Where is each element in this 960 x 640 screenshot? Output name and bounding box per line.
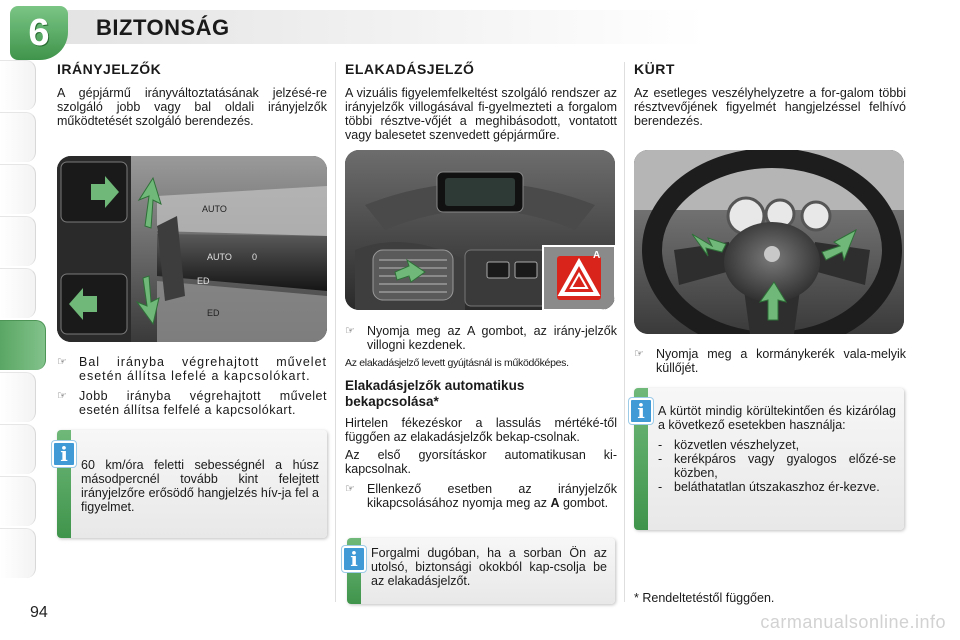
turn-signals-section: [57, 62, 327, 130]
turn-signal-stalk-photo: [57, 156, 327, 342]
chapter-tab[interactable]: [0, 164, 36, 214]
stalk-label: ED: [197, 276, 210, 286]
chapter-badge: [10, 6, 68, 60]
intro-text: A vizuális figyelemfelkeltést szolgáló rendszer az irányjelzők villogásával fi-gyelmezteti a forgalom többi résztve-vőjét a meghibásodott, vontatott vagy balesetet szenvedett gépjárműre.: [345, 86, 617, 142]
key-label: A: [550, 496, 560, 510]
column-divider: [335, 62, 336, 602]
section-heading: ELAKADÁSJELZŐ: [345, 61, 475, 77]
pointing-hand-icon: ☞: [57, 356, 67, 368]
turn-signals-instructions: [57, 349, 327, 417]
stalk-label: 0: [252, 252, 258, 262]
intro-text: Az esetleges veszélyhelyzetre a for-galom többi résztvevőjének figyelmét hangjelzéssel felhívó berendezés.: [634, 86, 906, 128]
hazard-switch-photo: [345, 150, 615, 310]
list-item: [658, 438, 896, 452]
info-text: A kürtöt mindig körültekintően és kizárólag a következő esetekben használja:: [658, 404, 896, 432]
steering-wheel-photo: [634, 150, 904, 334]
pointing-hand-icon: ☞: [634, 348, 644, 360]
chapter-tab[interactable]: [0, 112, 36, 162]
info-icon: i: [629, 398, 653, 424]
chapter-tab[interactable]: [0, 424, 36, 474]
list-item: [345, 324, 617, 352]
bullet-text: Jobb irányba végrehajtott művelet esetén állítsa felfelé a kapcsolókart.: [79, 389, 327, 417]
dash-marker: -: [658, 452, 663, 466]
footnote: * Rendeltetéstől függően.: [634, 591, 775, 605]
bullet-text: Bal irányba végrehajtott művelet esetén állítsa lefelé a kapcsolókart.: [79, 355, 327, 383]
info-text: Forgalmi dugóban, ha a sorban Ön az utolsó, biztonsági okokból kap-csolja be az elakadásjelzőt.: [371, 546, 607, 588]
paragraph: Hirtelen fékezéskor a lassulás mértéké-től függően az elakadásjelzők bekap-csolnak.: [345, 416, 617, 444]
list-item: [57, 355, 327, 383]
paragraph: Az első gyorsításkor automatikusan ki-kapcsolnak.: [345, 448, 617, 476]
bullet-text: [367, 482, 617, 510]
hazard-lights-instructions: [345, 318, 617, 510]
chapter-tab[interactable]: [0, 268, 36, 318]
info-box: [634, 388, 904, 530]
list-text: kerékpáros vagy gyalogos előzé-se közben,: [674, 452, 896, 480]
bullet-text: Nyomja meg az A gombot, az irány-jelzők villogni kezdenek.: [367, 324, 617, 352]
list-item: [57, 389, 327, 417]
chapter-tab[interactable]: [0, 216, 36, 266]
list-text: közvetlen vészhelyzet,: [674, 438, 800, 452]
section-heading: KÜRT: [634, 61, 675, 77]
list-item: [634, 347, 906, 375]
bullet-text: Nyomja meg a kormánykerék vala-melyik küllőjét.: [656, 347, 906, 375]
page-title: BIZTONSÁG: [96, 15, 230, 40]
stalk-label: AUTO: [207, 252, 232, 262]
list-item: [658, 452, 896, 480]
hazard-lights-section: [345, 62, 617, 144]
note-text: Az elakadásjelző levett gyújtásnál is működőképes.: [345, 357, 569, 369]
stalk-label: ED: [207, 308, 220, 318]
pointing-hand-icon: ☞: [345, 325, 355, 337]
chapter-tab[interactable]: [0, 60, 36, 110]
page-number: 94: [30, 604, 48, 621]
dash-marker: -: [658, 480, 663, 494]
info-text: 60 km/óra feletti sebességnél a húsz másodpercnél tovább kint felejtett irányjelzőre erősödő hangjelzés hív-ja fel a figyelmet.: [81, 458, 319, 514]
list-item: [658, 480, 896, 494]
watermark: carmanualsonline.info: [760, 612, 946, 632]
section-heading: IRÁNYJELZŐK: [57, 61, 162, 77]
info-icon: i: [342, 546, 366, 572]
column-divider: [624, 62, 625, 602]
chapter-tab[interactable]: [0, 476, 36, 526]
list-text: beláthatatlan útszakaszhoz ér-kezve.: [674, 480, 880, 494]
pointing-hand-icon: ☞: [345, 483, 355, 495]
info-box: [347, 538, 615, 604]
subheading: Elakadásjelzők automatikus bekapcsolása*: [345, 378, 525, 409]
photo-label-a: A: [593, 250, 601, 261]
info-body: [658, 404, 896, 494]
horn-instructions: [634, 341, 906, 375]
horn-section: [634, 62, 906, 130]
stalk-label: AUTO: [202, 204, 227, 214]
bullet-text-part: Ellenkező esetben az irányjelzők kikapcsolásához nyomja meg az: [367, 482, 617, 510]
chapter-tabs: [0, 0, 46, 640]
intro-text: A gépjármű irányváltoztatásának jelzésé-re szolgáló jobb vagy bal oldali irányjelzők működtetését szolgáló berendezés.: [57, 86, 327, 128]
chapter-tab[interactable]: [0, 528, 36, 578]
chapter-tab-active[interactable]: [0, 320, 46, 370]
info-list: [658, 438, 896, 494]
list-item: [345, 482, 617, 510]
bullet-text-part: gombot.: [562, 496, 609, 510]
chapter-tab[interactable]: [0, 372, 36, 422]
dash-marker: -: [658, 438, 663, 452]
chapter-number: 6: [28, 11, 50, 54]
pointing-hand-icon: ☞: [57, 390, 67, 402]
info-icon: i: [52, 441, 76, 467]
info-box: [57, 430, 327, 538]
